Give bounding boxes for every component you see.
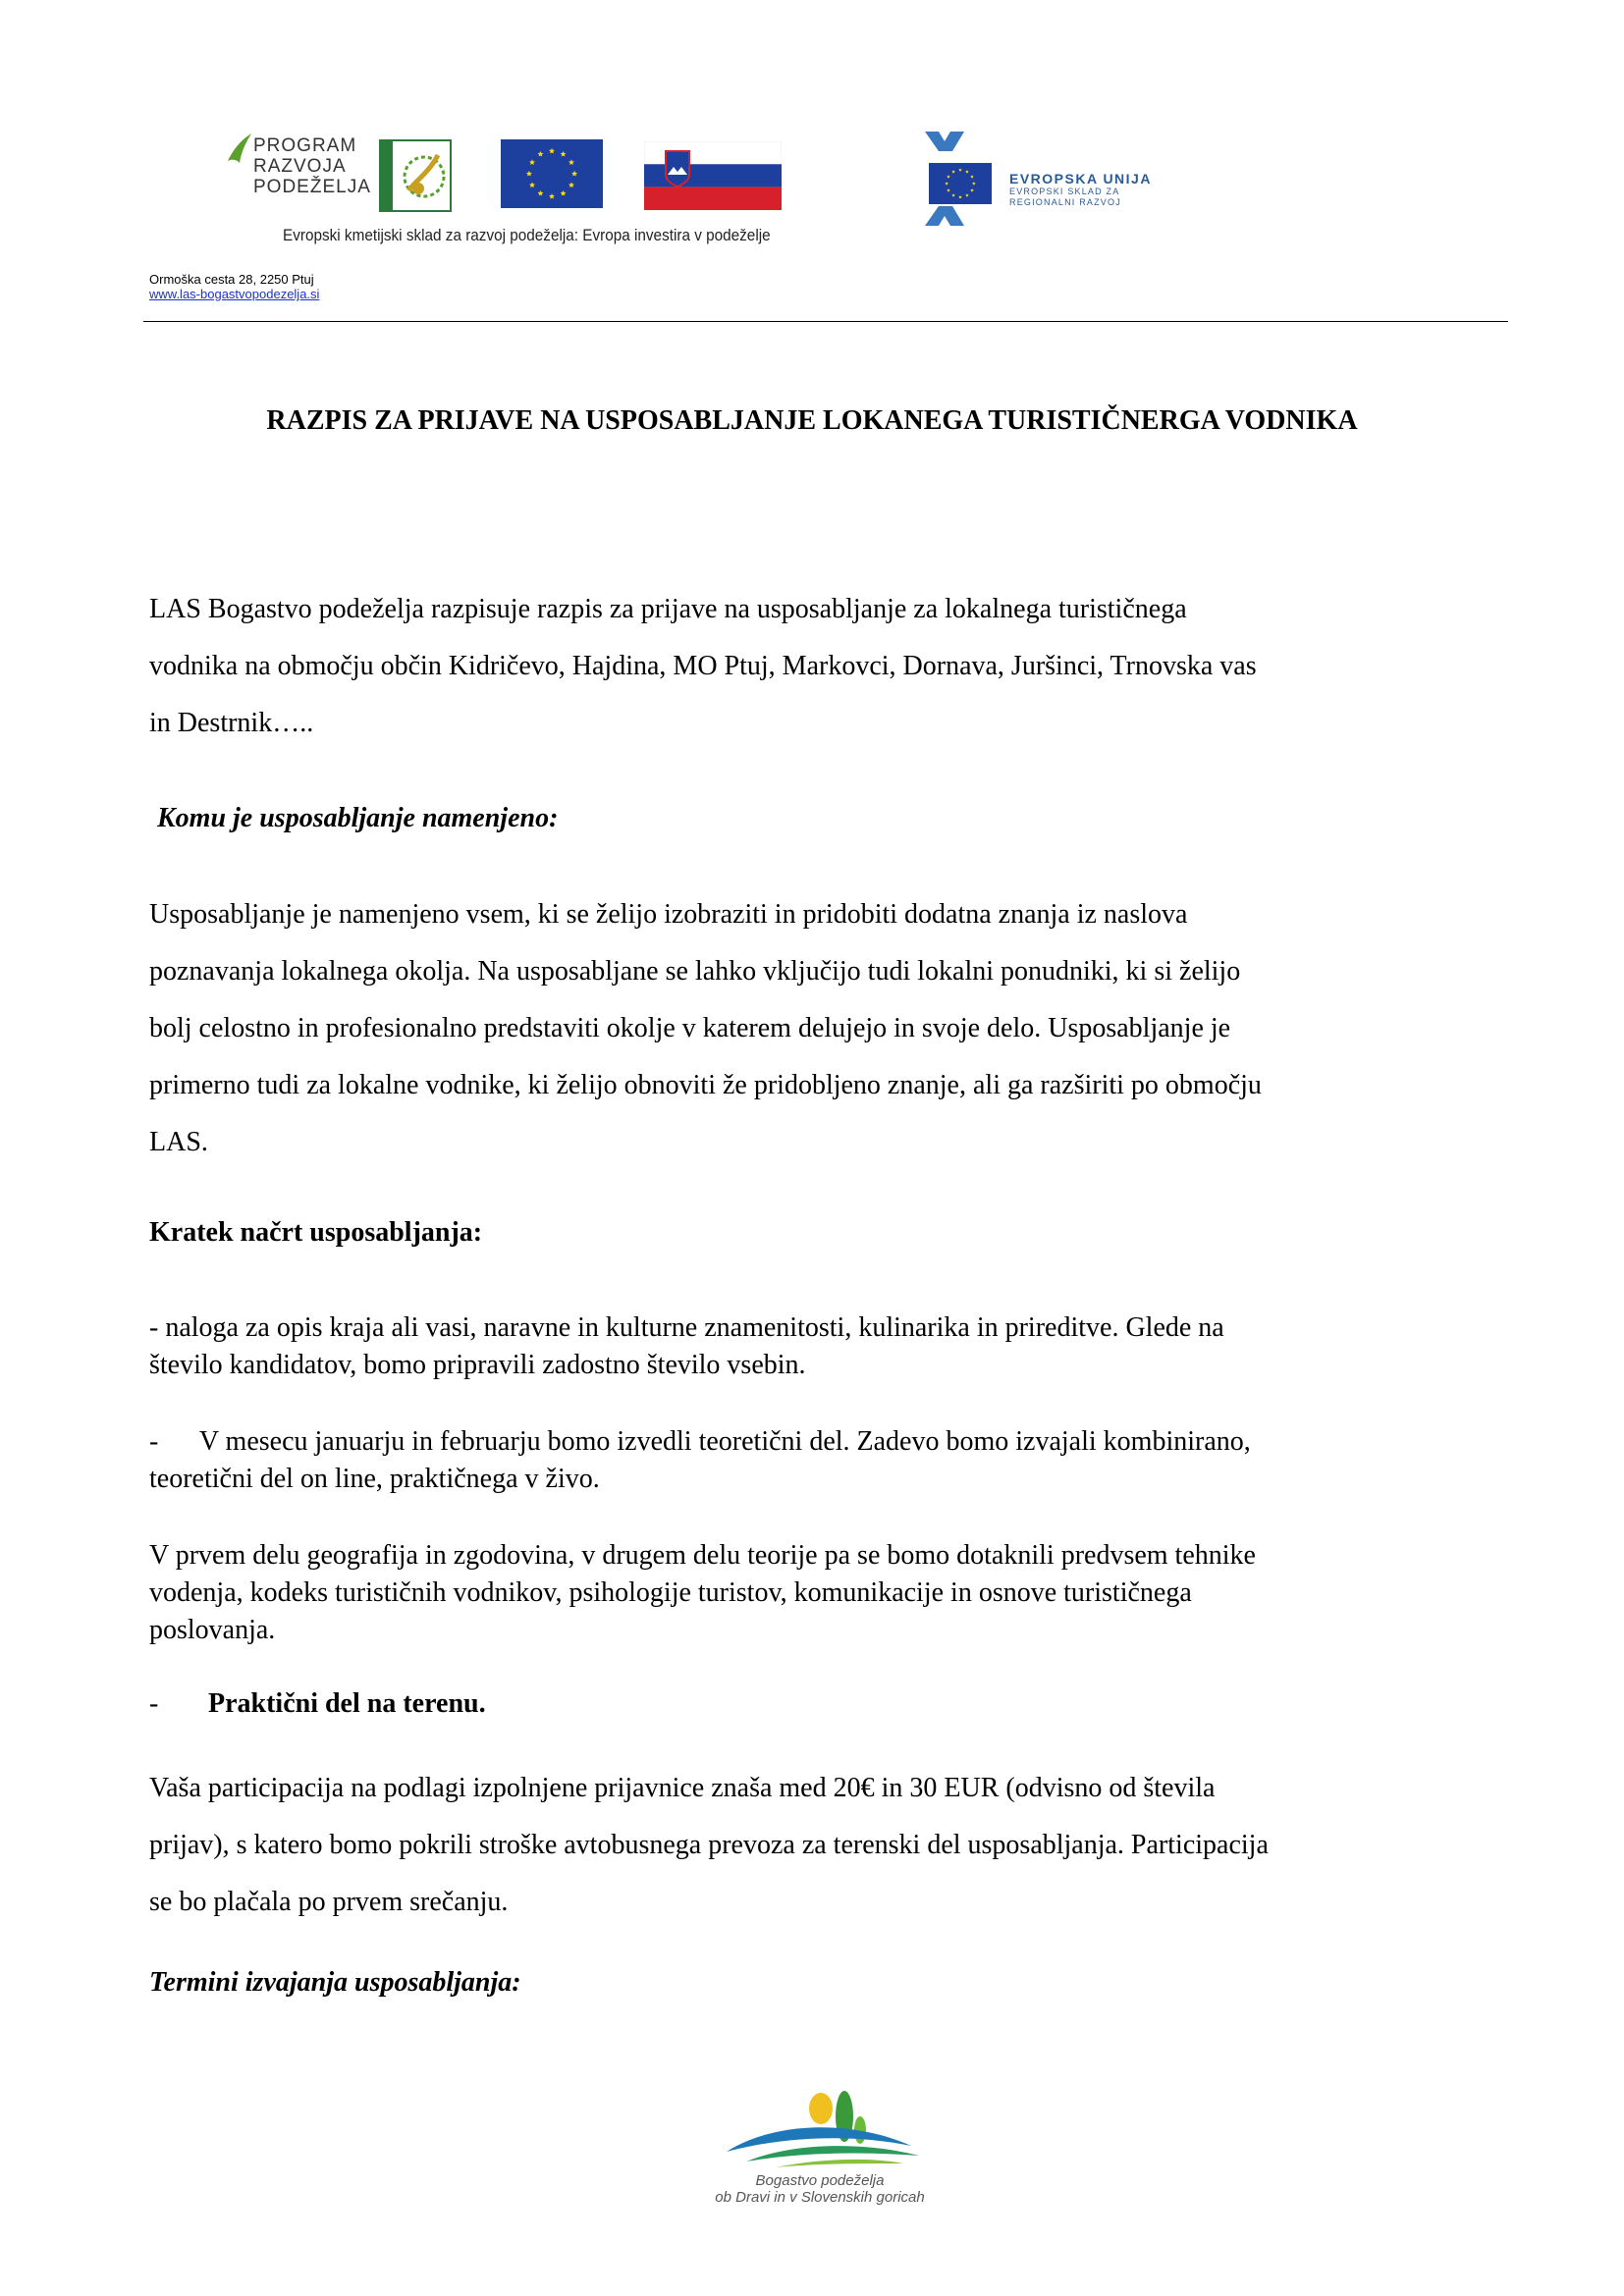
eu-star-icon (958, 168, 962, 171)
intro-paragraph: LAS Bogastvo podeželja razpisuje razpis za prijave na usposabljanje za lokalnega turističnega vodnika na območju občin Kidričevo, Hajdina, MO Ptuj, Markovci, Dornava, Juršinci, Trnovska vas in Destrnik….. (149, 594, 1257, 738)
heading-training-plan: Kratek načrt usposabljanja: (149, 1217, 483, 1248)
participation-paragraph: Vaša participacija na podlagi izpolnjene prijavnice znaša med 20€ in 30 EUR (odvisno od števila prijav), s katero bomo pokrili stroške avtobusnega prevoza za terenski del usposabljanja. Participacija se bo plačala po prvem srečanju. (149, 1773, 1269, 1917)
eu-star-icon (972, 182, 976, 185)
eu-star-icon (965, 193, 969, 196)
eu-star-icon (951, 193, 955, 196)
eu-stars-icon (929, 163, 992, 204)
eu-stars-icon (501, 139, 603, 208)
program-razvoja-podezelja-logo (224, 128, 774, 253)
eu-star-icon (549, 148, 555, 154)
plan-item-field-work (149, 1688, 486, 1720)
eu-star-icon (947, 188, 950, 191)
eu-star-icon (945, 182, 948, 185)
eu-star-icon (947, 175, 950, 178)
eu-star-icon (958, 195, 962, 198)
eu-star-icon (561, 151, 567, 157)
landscape-logo-icon (687, 2091, 952, 2169)
slovenian-flag (644, 141, 782, 210)
header-divider (143, 321, 1508, 322)
eu-star-icon (537, 151, 543, 157)
field-work-label: Praktični del na terenu. (208, 1688, 486, 1719)
eu-star-icon (951, 170, 955, 173)
website-link[interactable]: www.las-bogastvopodezelja.si (149, 287, 320, 301)
eu-star-icon (537, 190, 543, 196)
eu-star-icon (529, 159, 535, 165)
plan-theory-details: V prvem delu geografija in zgodovina, v drugem delu teorije pa se bomo dotaknili predvsem tehnike vodenja, kodeks turističnih vodnikov, psihologije turistov, komunikacije in osnove turističnega poslovanja. (149, 1540, 1256, 1645)
leader-logo-icon (381, 141, 450, 210)
heading-training-dates: Termini izvajanja usposabljanja: (149, 1967, 521, 1998)
document-title: RAZPIS ZA PRIJAVE NA USPOSABLJANJE LOKANEGA TURISTIČNERGA VODNIKA (266, 405, 1358, 436)
leader-logo (379, 139, 452, 212)
eu-star-icon (568, 159, 574, 165)
eu-flag-small (929, 163, 992, 204)
eu-star-icon (526, 171, 532, 177)
heading-target-audience: Komu je usposabljanje namenjeno: (157, 803, 559, 833)
eu-star-icon (529, 182, 535, 187)
eu-star-icon (561, 190, 567, 196)
list-dash: - (149, 1688, 159, 1719)
eu-fund-text: EVROPSKA UNIJA EVROPSKI SKLAD ZA REGIONALNI RAZVOJ (1009, 171, 1152, 207)
plan-item-task: - naloga za opis kraja ali vasi, naravne in kulturne znamenitosti, kulinarika in prireditve. Glede na število kandidatov, bomo pripravili zadostno število vsebin. (149, 1312, 1224, 1380)
swallow-icon (224, 130, 253, 169)
plan-item-theory: - V mesecu januarju in februarju bomo izvedli teoretični del. Zadevo bomo izvajali kombinirano, teoretični del on line, praktičnega v živo. (149, 1426, 1251, 1494)
eu-star-icon (970, 175, 974, 178)
eu-star-icon (970, 188, 974, 191)
slovenian-flag-icon (644, 141, 782, 210)
audience-paragraph: Usposabljanje je namenjeno vsem, ki se želijo izobraziti in pridobiti dodatna znanja iz naslova poznavanja lokalnega okolja. Na usposabljane se lahko vključijo tudi lokalni ponudniki, ki si želijo bolj celostno in profesionalno predstaviti okolje v katerem delujejo in svoje delo. Usposabljanje je primerno tudi za lokalne vodnike, ki želijo obnoviti že pridobljeno znanje, ali ga razširiti po območju LAS. (149, 899, 1262, 1157)
program-logo-caption: Evropski kmetijski sklad za razvoj podeželja: Evropa investira v podeželje (283, 226, 771, 244)
las-footer-logo (687, 2091, 952, 2218)
program-logo-text: PROGRAM RAZVOJA PODEŽELJA (253, 135, 371, 197)
eu-flag (501, 139, 603, 208)
eu-star-icon (568, 182, 574, 187)
eu-star-icon (571, 171, 577, 177)
eu-regional-fund-logo (919, 130, 1174, 228)
address-block (149, 272, 319, 301)
eu-star-icon (549, 193, 555, 199)
street-address: Ormoška cesta 28, 2250 Ptuj (149, 272, 314, 287)
footer-logo-text: Bogastvo podeželja ob Dravi in v Slovenskih goricah (715, 2172, 925, 2206)
eu-star-icon (965, 170, 969, 173)
